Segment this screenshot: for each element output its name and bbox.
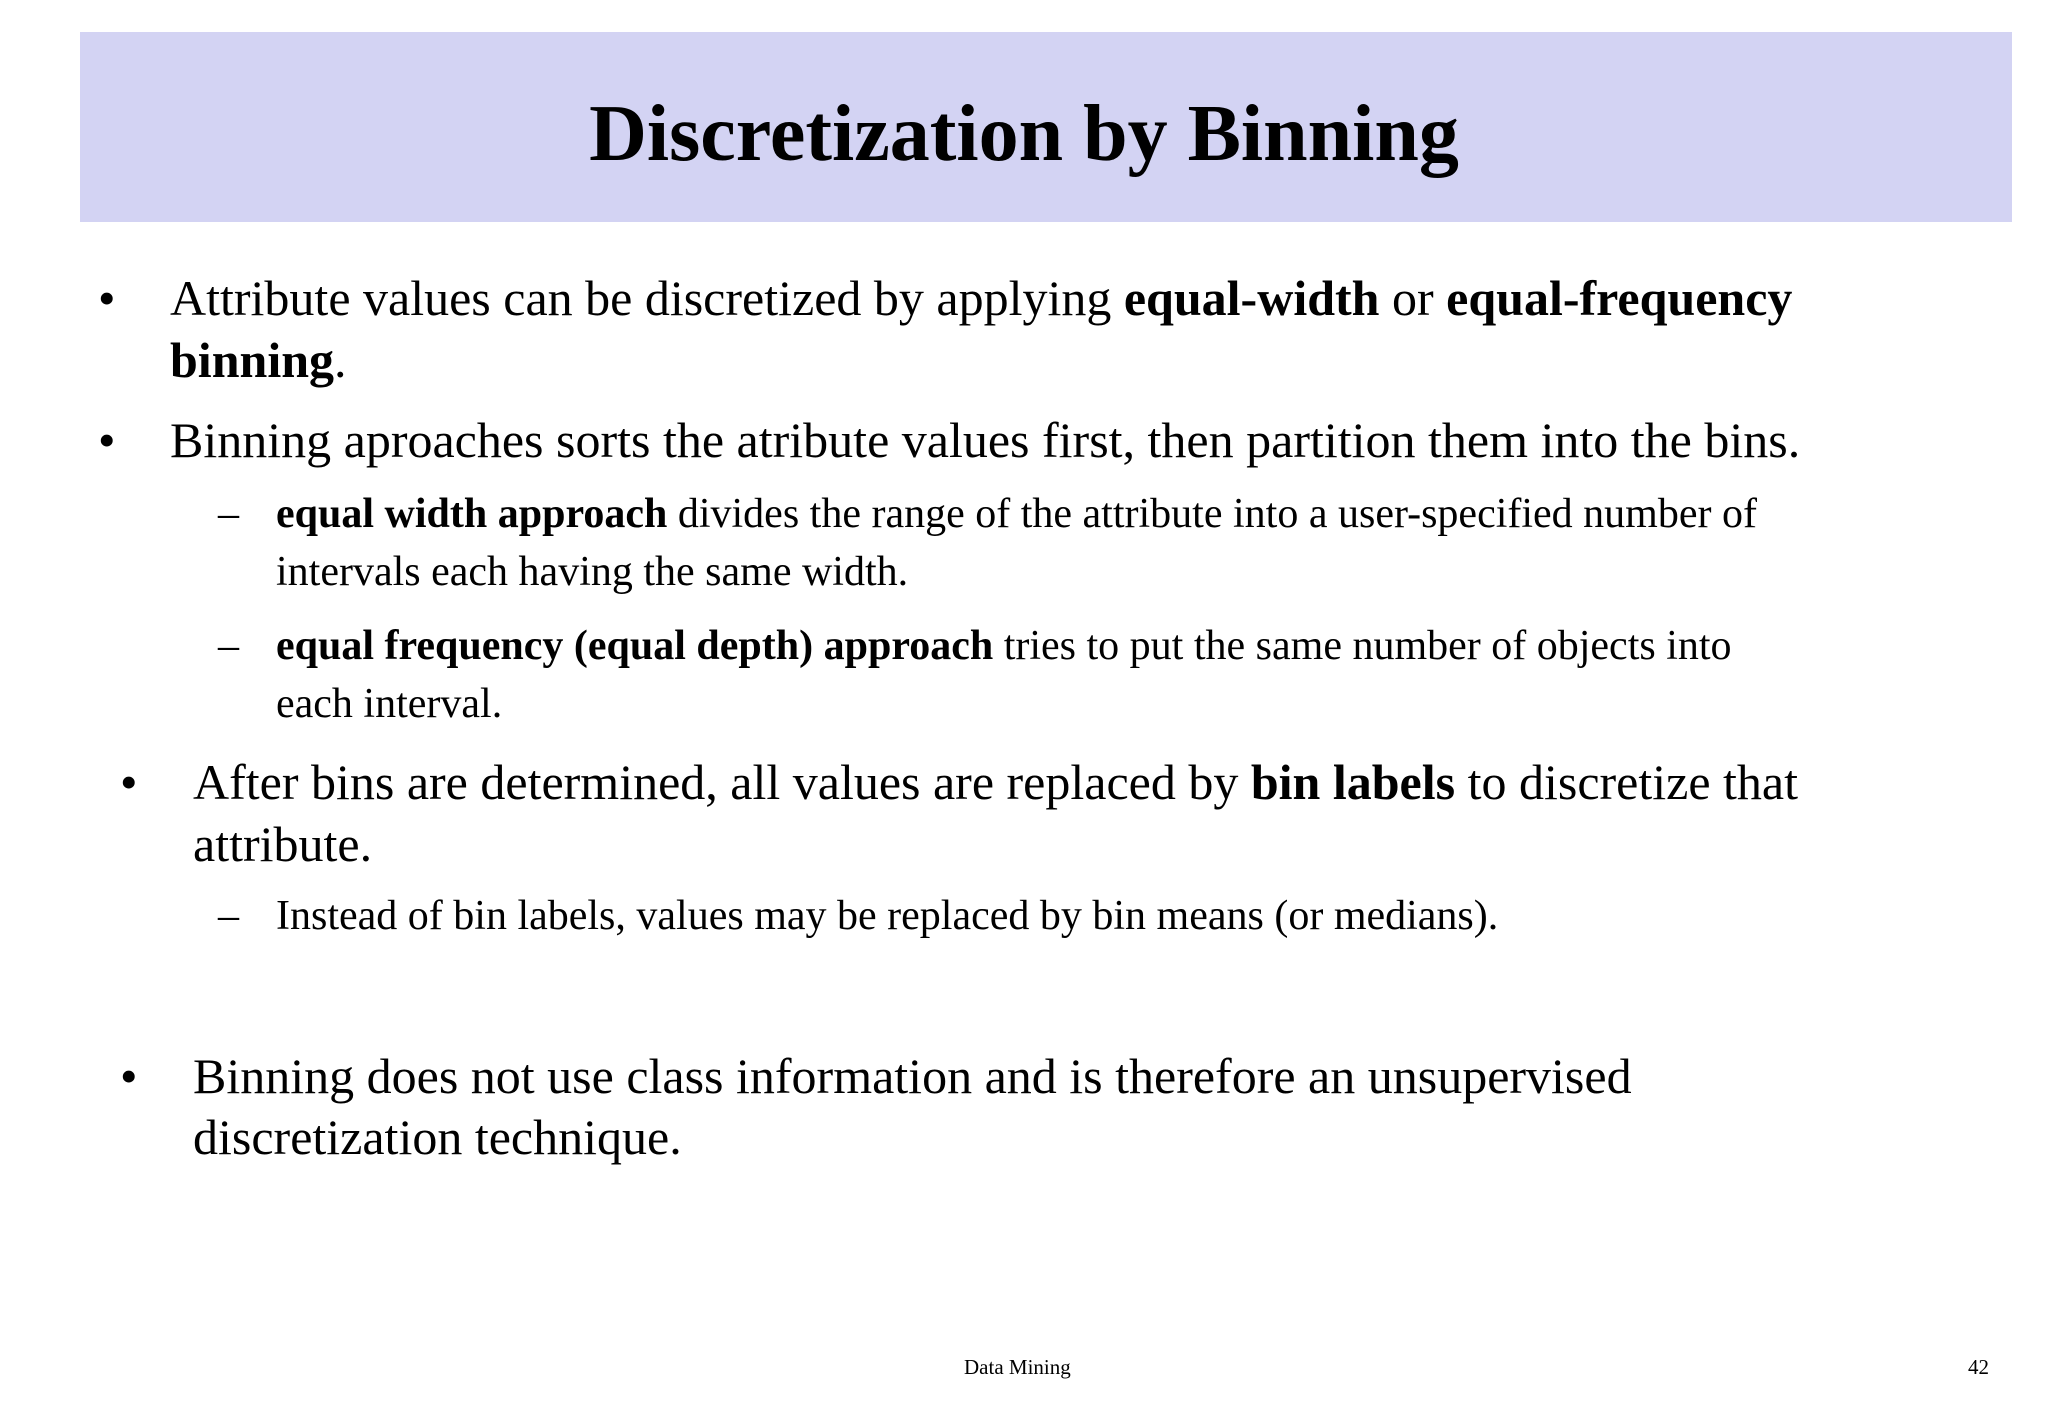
sub-bullet-2-1-line-1: equal width approach divides the range of the attribute into a user-specified number of [276, 491, 1757, 537]
slide-title: Discretization by Binning [589, 90, 1459, 178]
sub-bullet-3-1-line-1: Instead of bin labels, values may be replaced by bin means (or medians). [276, 893, 1499, 939]
page-number: 42 [1968, 1355, 1989, 1379]
sub-bullet-marker: – [218, 623, 239, 669]
bullet-marker: • [98, 412, 116, 468]
sub-bullet-2-2-line-2: each interval. [276, 681, 503, 727]
bullet-1-line-1: Attribute values can be discretized by applying equal-width or equal-frequency [170, 270, 1793, 326]
sub-bullet-marker: – [218, 893, 239, 939]
bullet-marker: • [120, 1048, 138, 1104]
sub-bullet-2-2-line-1: equal frequency (equal depth) approach tries to put the same number of objects into [276, 623, 1732, 669]
bullet-3-line-2: attribute. [193, 816, 373, 872]
bullet-4-line-1: Binning does not use class information and is therefore an unsupervised [193, 1048, 1632, 1104]
bullet-marker: • [98, 270, 116, 326]
footer-title: Data Mining [964, 1355, 1071, 1379]
bullet-2-line-1: Binning aproaches sorts the atribute values first, then partition them into the bins. [170, 412, 1801, 468]
bullet-1-line-2: binning. [170, 332, 347, 388]
bullet-marker: • [120, 754, 138, 810]
bullet-3-line-1: After bins are determined, all values are replaced by bin labels to discretize that [193, 754, 1799, 810]
bullet-4-line-2: discretization technique. [193, 1109, 682, 1165]
sub-bullet-2-1-line-2: intervals each having the same width. [276, 549, 909, 595]
sub-bullet-marker: – [218, 491, 239, 537]
